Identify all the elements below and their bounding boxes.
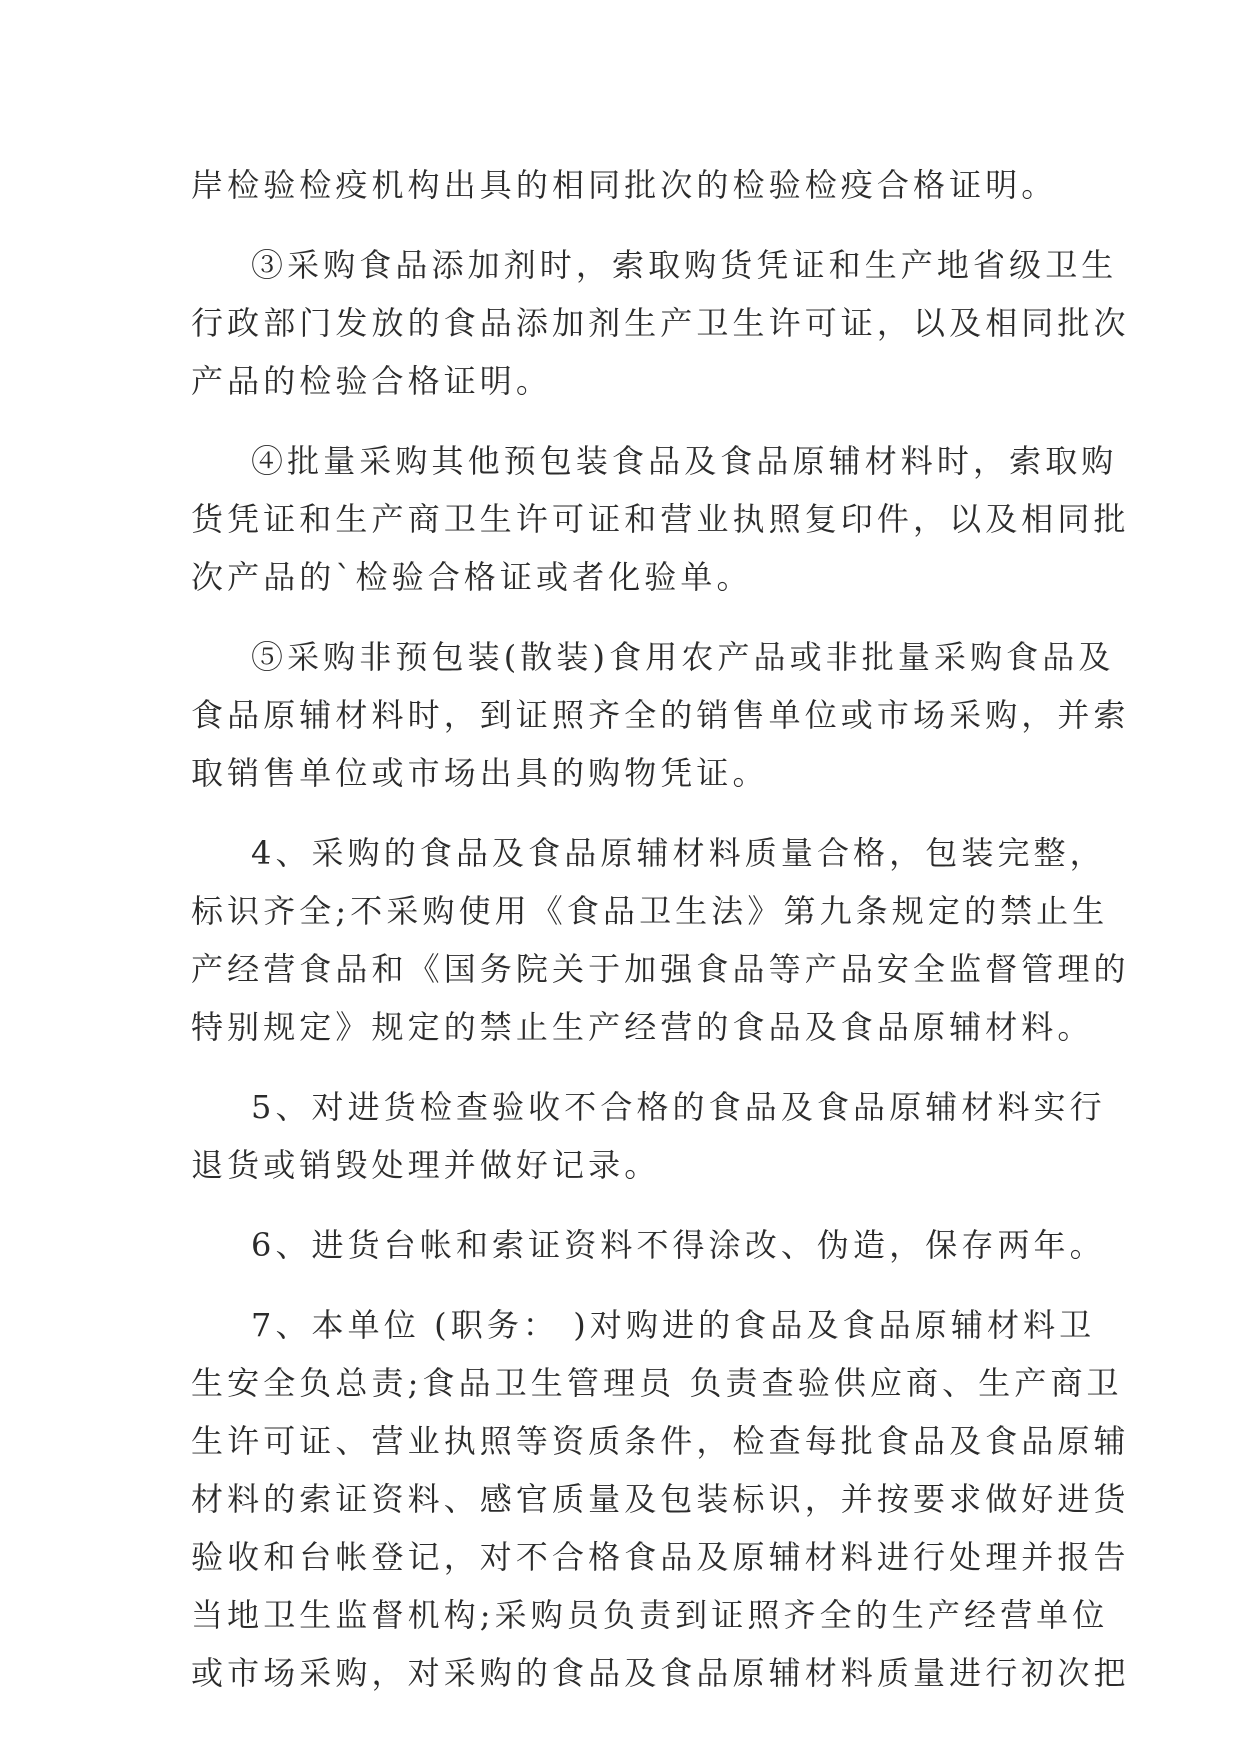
text-line: 生许可证、营业执照等资质条件，检查每批食品及食品原辅 xyxy=(191,1422,1130,1460)
text-line: 6、进货台帐和索证资料不得涂改、伪造，保存两年。 xyxy=(251,1226,1106,1264)
text-line: 特别规定》规定的禁止生产经营的食品及食品原辅材料。 xyxy=(191,1008,1094,1046)
text-line: ④批量采购其他预包装食品及食品原辅材料时，索取购 xyxy=(251,442,1118,480)
body-text xyxy=(191,156,1130,1702)
text-line: 次产品的`检验合格证或者化验单。 xyxy=(191,558,753,596)
text-line: 产经营食品和《国务院关于加强食品等产品安全监督管理的 xyxy=(191,950,1130,988)
text-line: ⑤采购非预包装(散装)食用农产品或非批量采购食品及 xyxy=(251,638,1115,676)
text-line: 4、采购的食品及食品原辅材料质量合格，包装完整， xyxy=(251,834,1106,872)
text-line: 岸检验检疫机构出具的相同批次的检验检疫合格证明。 xyxy=(191,166,1058,204)
text-line: 生安全负总责;食品卫生管理员 负责查验供应商、生产商卫 xyxy=(191,1364,1123,1402)
text-line: 标识齐全;不采购使用《食品卫生法》第九条规定的禁止生 xyxy=(191,892,1109,930)
text-line: 货凭证和生产商卫生许可证和营业执照复印件，以及相同批 xyxy=(191,500,1130,538)
text-line: 当地卫生监督机构;采购员负责到证照齐全的生产经营单位 xyxy=(191,1596,1109,1634)
text-line: 食品原辅材料时，到证照齐全的销售单位或市场采购，并索 xyxy=(191,696,1130,734)
text-line: 取销售单位或市场出具的购物凭证。 xyxy=(191,754,769,792)
text-line: 行政部门发放的食品添加剂生产卫生许可证，以及相同批次 xyxy=(191,304,1130,342)
text-line: 产品的检验合格证明。 xyxy=(191,362,553,400)
text-line: 退货或销毁处理并做好记录。 xyxy=(191,1146,661,1184)
text-line: ③采购食品添加剂时，索取购货凭证和生产地省级卫生 xyxy=(251,246,1118,284)
text-line: 或市场采购，对采购的食品及食品原辅材料质量进行初次把 xyxy=(191,1654,1130,1692)
text-line: 7、本单位 (职务： )对购进的食品及食品原辅材料卫 xyxy=(251,1306,1096,1344)
text-line: 5、对进货检查验收不合格的食品及食品原辅材料实行 xyxy=(251,1088,1106,1126)
text-line: 验收和台帐登记，对不合格食品及原辅材料进行处理并报告 xyxy=(191,1538,1130,1576)
text-line: 材料的索证资料、感官质量及包装标识，并按要求做好进货 xyxy=(191,1480,1130,1518)
